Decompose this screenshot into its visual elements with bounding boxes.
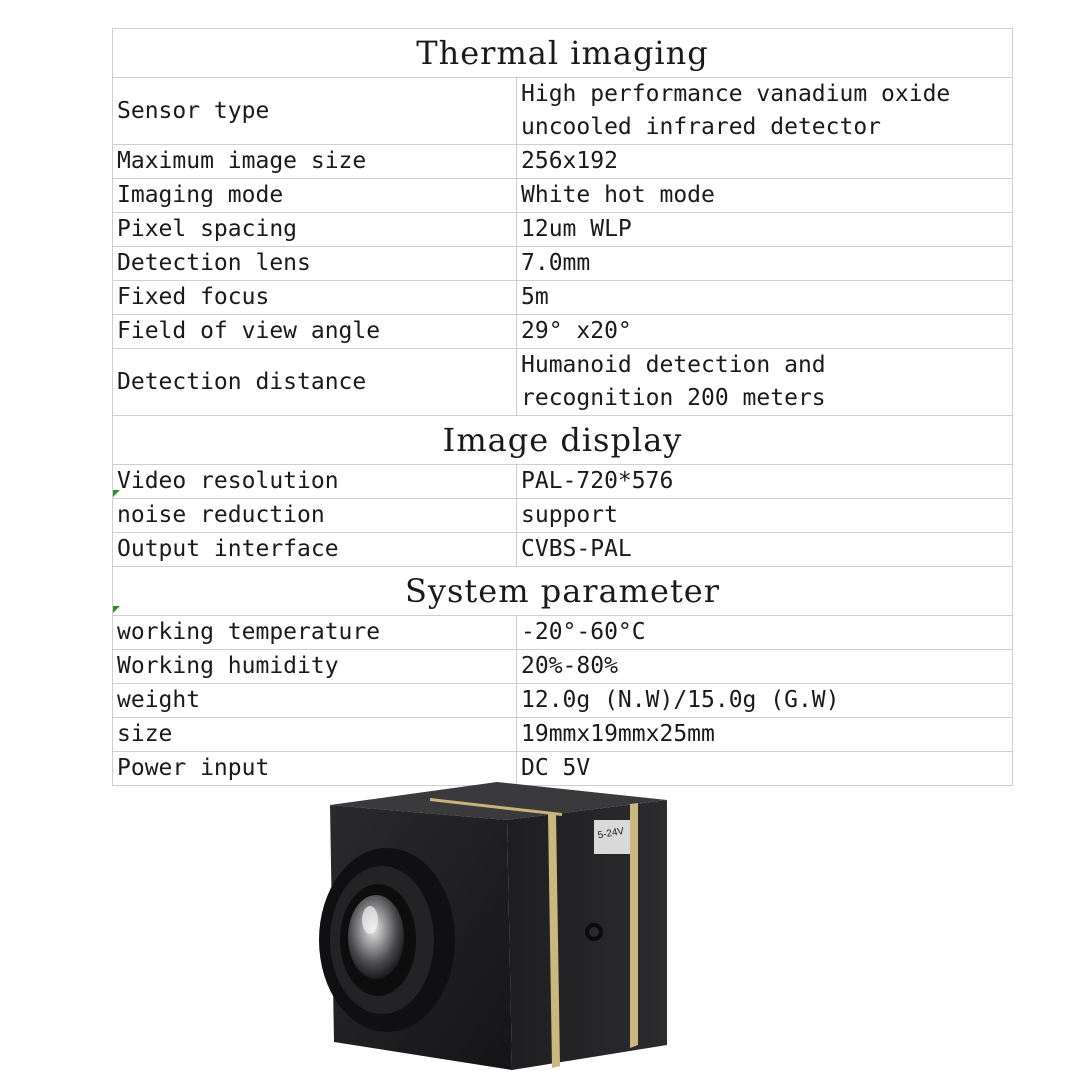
row-label: weight: [113, 684, 517, 718]
section-header-row: [113, 567, 1013, 616]
row-label: Detection lens: [113, 247, 517, 281]
row-value: [517, 78, 1013, 145]
row-label: Pixel spacing: [113, 213, 517, 247]
section-header-row: [113, 416, 1013, 465]
row-value: 20%-80%: [517, 650, 1013, 684]
row-label: Sensor type: [113, 78, 517, 145]
table-row: [113, 684, 1013, 718]
voltage-label-text: 5-24V: [596, 825, 626, 842]
thermal-camera-module-photo: [312, 780, 682, 1075]
row-label: noise reduction: [113, 499, 517, 533]
row-value: 29° x20°: [517, 315, 1013, 349]
table-row: [113, 349, 1013, 416]
row-value-line: recognition 200 meters: [521, 385, 826, 411]
row-value: 256x192: [517, 145, 1013, 179]
row-value: [517, 349, 1013, 416]
row-label: Power input: [113, 752, 517, 786]
table-row: [113, 718, 1013, 752]
table-row: [113, 616, 1013, 650]
row-value: 7.0mm: [517, 247, 1013, 281]
table-row: [113, 281, 1013, 315]
row-label: Output interface: [113, 533, 517, 567]
table-row: [113, 315, 1013, 349]
row-value: 19mmx19mmx25mm: [517, 718, 1013, 752]
table-row: [113, 247, 1013, 281]
row-label: size: [113, 718, 517, 752]
row-label: working temperature: [113, 616, 517, 650]
row-label: Video resolution: [113, 465, 517, 499]
row-value-line: Humanoid detection and: [521, 352, 826, 378]
row-label: Fixed focus: [113, 281, 517, 315]
row-value-line: uncooled infrared detector: [521, 114, 882, 140]
table-row: [113, 213, 1013, 247]
screw-hole: [589, 927, 599, 937]
table-row: [113, 78, 1013, 145]
row-value: 12um WLP: [517, 213, 1013, 247]
row-value: CVBS-PAL: [517, 533, 1013, 567]
section-header-row: [113, 29, 1013, 78]
row-value: 12.0g (N.W)/15.0g (G.W): [517, 684, 1013, 718]
row-value: 5m: [517, 281, 1013, 315]
row-label: Imaging mode: [113, 179, 517, 213]
table-row: [113, 145, 1013, 179]
row-label: Detection distance: [113, 349, 517, 416]
table-row: [113, 499, 1013, 533]
row-value-line: High performance vanadium oxide: [521, 81, 951, 107]
section-title-image-display: Image display: [113, 416, 1013, 465]
row-value: -20°-60°C: [517, 616, 1013, 650]
cell-comment-marker: [113, 490, 120, 497]
lens-highlight: [362, 906, 378, 934]
row-value: support: [517, 499, 1013, 533]
table-row: [113, 179, 1013, 213]
row-label: Field of view angle: [113, 315, 517, 349]
table-row: [113, 465, 1013, 499]
cell-comment-marker: [113, 606, 120, 613]
lens-glass: [348, 895, 404, 979]
row-label: Working humidity: [113, 650, 517, 684]
section-title-system-parameter: System parameter: [113, 567, 1013, 616]
row-label: Maximum image size: [113, 145, 517, 179]
table-row: [113, 650, 1013, 684]
section-title-thermal-imaging: Thermal imaging: [113, 29, 1013, 78]
spec-table: [112, 28, 1013, 786]
camera-band: [630, 803, 638, 1048]
row-value: White hot mode: [517, 179, 1013, 213]
row-value: DC 5V: [517, 752, 1013, 786]
row-value: PAL-720*576: [517, 465, 1013, 499]
table-row: [113, 533, 1013, 567]
